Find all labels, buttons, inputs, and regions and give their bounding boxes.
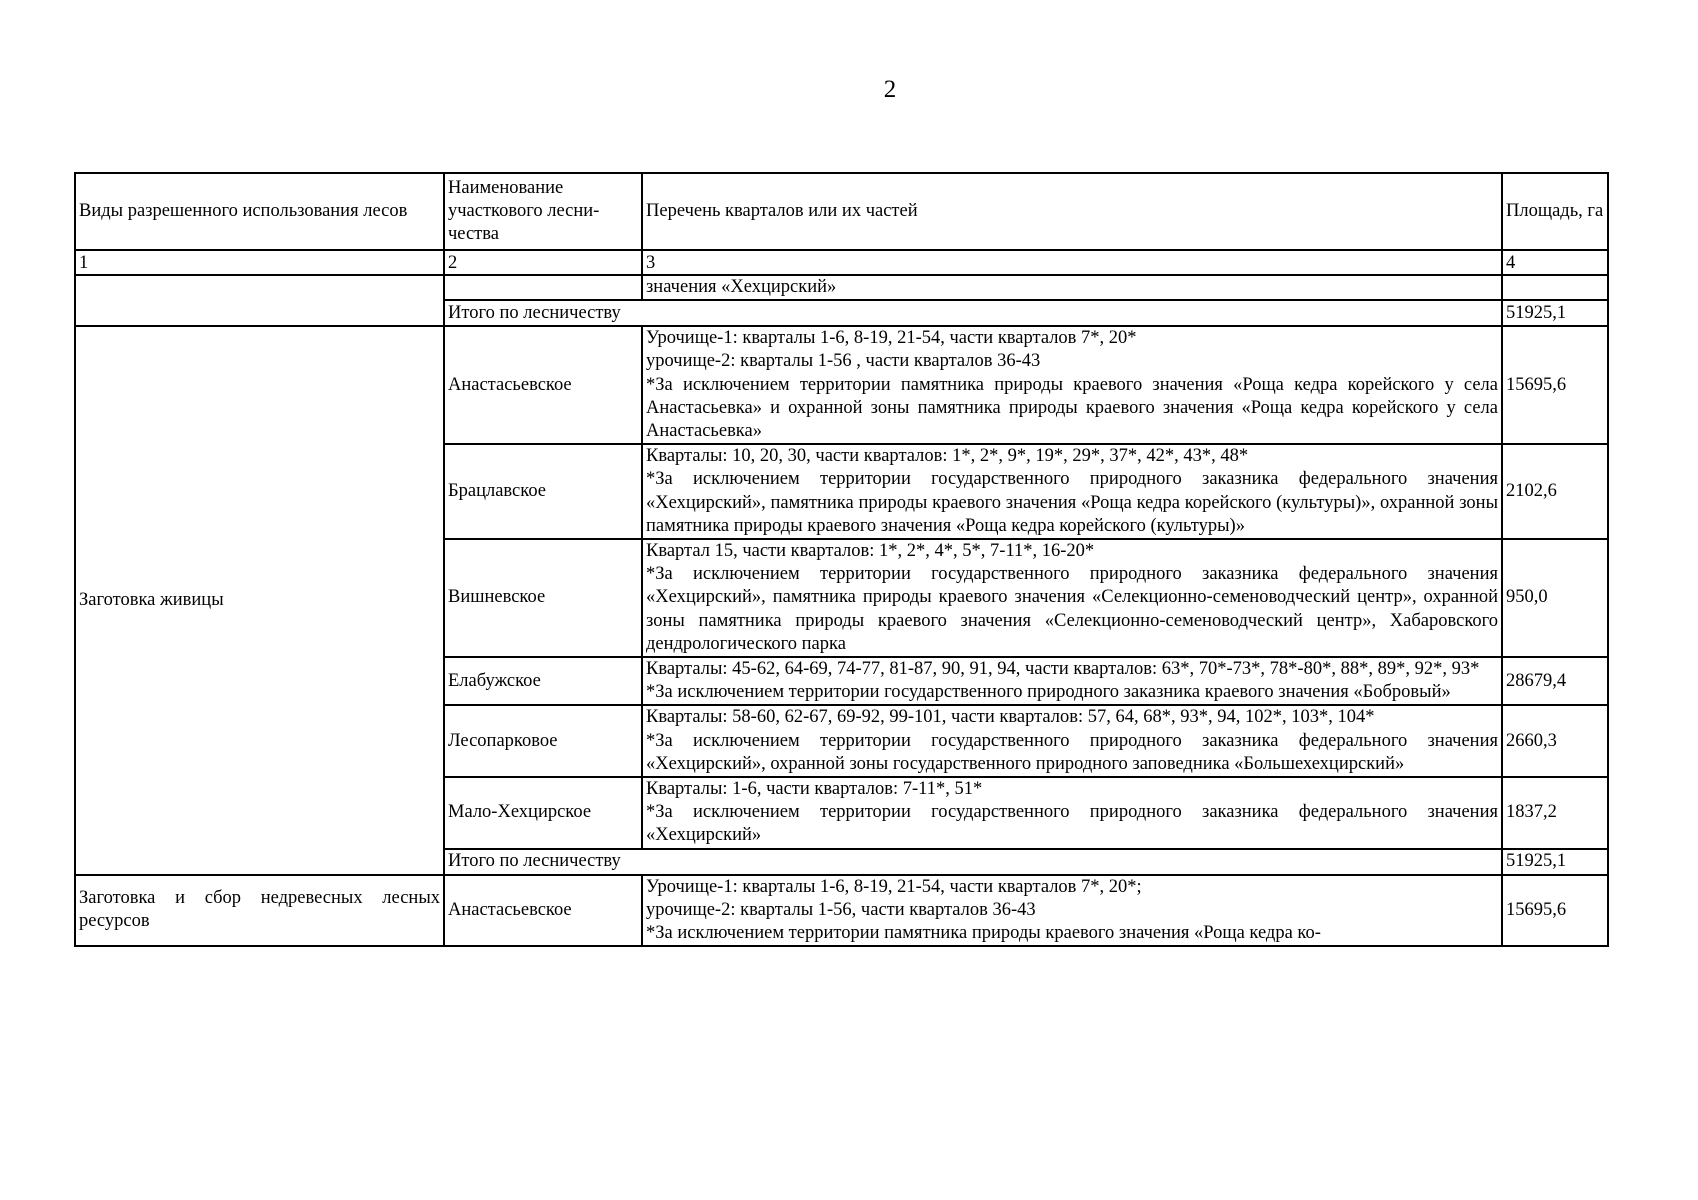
quarters-cell [642,657,1502,705]
header-row [75,173,1608,250]
header-usage-types: Виды разрешенного использования лесов [75,173,444,250]
quarters-line: Кварталы: 45-62, 64-69, 74-77, 81-87, 90, 91, 94, части кварталов: 63*, 70*-73*, 78*-80*, 88*, 89*, 92*, 93* [646,659,1480,680]
continuation-row [75,275,1608,300]
quarters-note: *За исключением территории государственного природного заказника федерального значения «Хехцирский» [646,802,1498,846]
quarters-line: Кварталы: 58-60, 62-67, 69-92, 99-101, части кварталов: 57, 64, 68*, 93*, 94, 102*, 103*, 104* [646,707,1375,728]
quarters-note: *За исключением территории государственного природного заказника федерального значения «Хехцирский», охранной зоны государственного природного заповедника «Большехехцирский» [646,730,1498,774]
total-area: 51925,1 [1502,849,1608,875]
header-quarters-list: Перечень кварталов или их частей [642,173,1502,250]
column-number: 4 [1502,250,1608,275]
quarters-cell [642,326,1502,444]
quarters-cell [642,539,1502,657]
area-cell: 2660,3 [1502,705,1608,777]
quarters-cell [642,777,1502,849]
column-number: 3 [642,250,1502,275]
column-number: 2 [444,250,642,275]
quarters-cell: значения «Хехцирский» [642,275,1502,300]
area-cell: 950,0 [1502,539,1608,657]
quarters-line: урочище-2: кварталы 1-56, части кварталов 36-43 [646,899,1036,920]
header-area: Площадь, га [1502,173,1608,250]
quarters-note: *За исключением территории государственного природного заказника краевого значения «Бобровый» [646,682,1451,703]
forestry-cell-empty [444,275,642,300]
column-number: 1 [75,250,444,275]
quarters-line: Урочище-1: кварталы 1-6, 8-19, 21-54, части кварталов 7*, 20* [646,328,1137,349]
quarters-note: *За исключением территории государственного природного заказника федерального значения «Хехцирский», памятника природы краевого значения «Селекционно-семеноводческий центр», охранной зоны памятника природы краевого значения «Селекционно-семеноводческий центр», Хабаровского дендрологического парка [646,564,1498,654]
total-label: Итого по лесничеству [444,300,1502,326]
area-cell: 15695,6 [1502,326,1608,444]
quarters-note: *За исключением территории памятника природы краевого значения «Роща кедра ко- [646,923,1321,944]
quarters-line: Квартал 15, части кварталов: 1*, 2*, 4*, 5*, 7-11*, 16-20* [646,541,1095,562]
page-number: 2 [883,76,897,103]
usage-type-cell: Заготовка живицы [75,326,444,874]
quarters-cell [642,875,1502,947]
total-label: Итого по лесничеству [444,849,1502,875]
forestry-cell: Лесопарковое [444,705,642,777]
total-area: 51925,1 [1502,300,1608,326]
forest-use-table [74,172,1609,947]
quarters-line: Кварталы: 1-6, части кварталов: 7-11*, 51* [646,779,983,800]
area-cell: 15695,6 [1502,875,1608,947]
forestry-cell: Анастасьевское [444,875,642,947]
quarters-line: урочище-2: кварталы 1-56 , части кварталов 36-43 [646,351,1041,372]
quarters-line: Кварталы: 10, 20, 30, части кварталов: 1*, 2*, 9*, 19*, 29*, 37*, 42*, 43*, 48* [646,446,1249,467]
quarters-note: *За исключением территории памятника природы краевого значения «Роща кедра корейского у села Анастасьевка» и охранной зоны памятника природы краевого значения «Роща кедра корейского у села Анастасьевка» [646,374,1498,442]
forestry-cell: Елабужское [444,657,642,705]
area-cell: 28679,4 [1502,657,1608,705]
quarters-cell [642,705,1502,777]
area-cell-empty [1502,275,1608,300]
column-number-row [75,250,1608,275]
header-forestry-name: Наименование участкового лесни-чества [444,173,642,250]
forestry-cell: Анастасьевское [444,326,642,444]
forestry-cell: Вишневское [444,539,642,657]
table-row [75,326,1608,444]
quarters-cell [642,444,1502,539]
quarters-line: Урочище-1: кварталы 1-6, 8-19, 21-54, части кварталов 7*, 20*; [646,876,1142,897]
usage-cell-empty [75,275,444,326]
area-cell: 1837,2 [1502,777,1608,849]
quarters-note: *За исключением территории государственного природного заказника федерального значения «Хехцирский», памятника природы краевого значения «Роща кедра корейского (культуры)», охранной зоны памятника природы краевого значения «Роща кедра корейского (культуры)» [646,469,1498,536]
table-row [75,875,1608,947]
forestry-cell: Брацлавское [444,444,642,539]
usage-type-cell: Заготовка и сбор недревесных лесных ресурсов [75,875,444,947]
forestry-cell: Мало-Хехцирское [444,777,642,849]
area-cell: 2102,6 [1502,444,1608,539]
